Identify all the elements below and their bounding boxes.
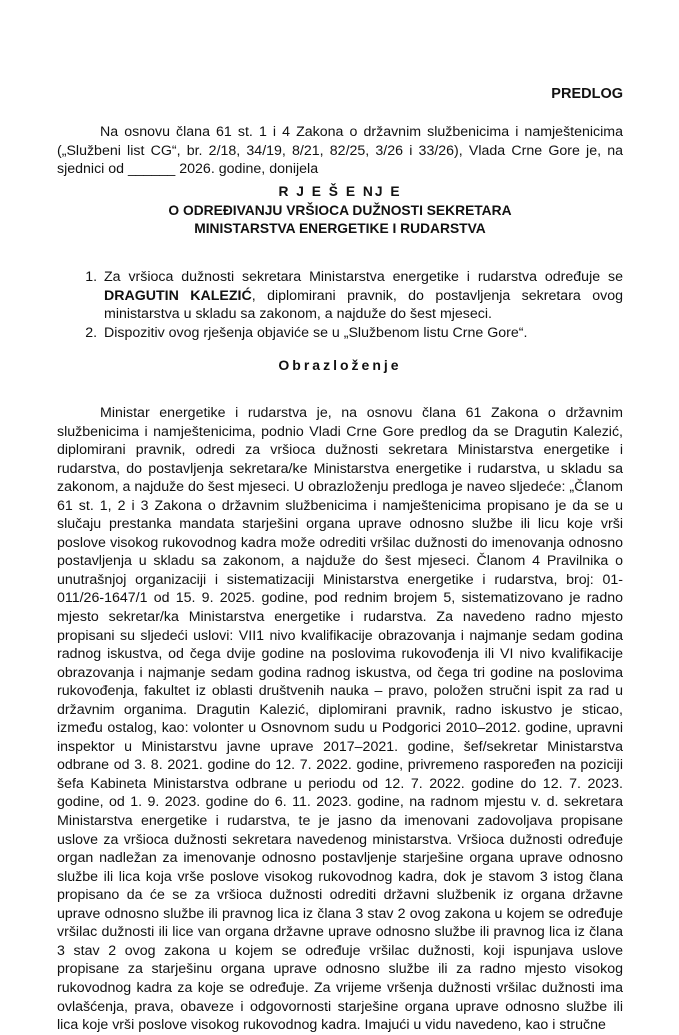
intro-paragraph: Na osnovu člana 61 st. 1 i 4 Zakona o državnim službenicima i namještenicima („Službeni list CG“, br. 2/18, 34/19, 8/21, 82/25, 3/26 i 33/26), Vlada Crne Gore je, na sjednici od ______ 2026. godine, donijela: [57, 124, 623, 178]
decision-title: [57, 183, 623, 239]
title-line-ministry: MINISTARSTVA ENERGETIKE I RUDARSTVA: [194, 221, 486, 236]
decision-items: [57, 268, 623, 342]
decision-item: 1. Za vršioca dužnosti sekretara Ministarstva energetike i rudarstva određuje se DRAGUTIN KALEZIĆ, diplomirani pravnik, do postavljenja sekretara ovog ministarstva u skladu sa zakonom, a najduže do šest mjeseci.: [101, 268, 623, 324]
explanation-body: Ministar energetike i rudarstva je, na osnovu člana 61 Zakona o državnim službenicima i namještenicima, podnio Vladi Crne Gore predlog da se Dragutin Kalezić, diplomirani pravnik, odredi za vršioca dužnosti sekretara Ministarstva energetike i rudarstva, do postavljenja sekretara/ke Ministarstva energetike i rudarstva, u skladu sa zakonom, a najduže do šest mjeseci. U obrazloženju predloga je naveo sljedeće: „Članom 61 st. 1, 2 i 3 Zakona o državnim službenicima i namještenicima propisano je da se u slučaju prestanka mandata starješini organa uprave odnosno službe ili licu koje vrši poslove visokog rukovodnog kadra može odrediti vršilac dužnosti do imenovanja odnosno postavljenja u skladu sa zakonom, a najduže do šest mjeseci. Članom 4 Pravilnika o unutrašnjoj organizaciji i sistematizaciji Ministarstva energetike i rudarstva, broj: 01-011/26-1647/1 od 15. 9. 2025. godine, pod rednim brojem 5, sistematizovano je radno mjesto sekretar/ka Ministarstva energetike i rudarstva. Za navedeno radno mjesto propisani su sljedeći uslovi: VII1 nivo kvalifikacije obrazovanja i najmanje sedam godina radnog iskustva, od čega dvije godine na poslovima rukovođenja ili VI nivo kvalifikacije obrazovanja i najmanje sedam godina radnog iskustva, od čega tri godine na poslovima rukovođenja, fakultet iz oblasti društvenih nauka – pravo, položen stručni ispit za rad u državnim organima. Dragutin Kalezić, diplomirani pravnik, radno iskustvo je sticao, između ostalog, kao: volonter u Osnovnom sudu u Podgorici 2010–2012. godine, upravni inspektor u Ministarstvu javne uprave 2017–2021. godine, šef/sekretar Ministarstva odbrane od 3. 8. 2021. godine do 12. 7. 2022. godine, privremeno raspoređen na poziciji šefa Kabineta Ministarstva odbrane u periodu od 12. 7. 2022. godine do 12. 7. 2023. godine, od 1. 9. 2023. godine do 6. 11. 2023. godine, na radnom mjestu v. d. sekretara Ministarstva energetike i rudarstva, te je jasno da imenovani zadovoljava propisane uslove za vršioca dužnosti sekretara navedenog ministarstva. Vršioca dužnosti određuje organ nadležan za imenovanje odnosno postavljenje starješine organa uprave odnosno službe ili lica koja vrše poslove visokog rukovodnog kadra, dok je stavom 3 istog člana propisano da će se za vršioca dužnosti odrediti državni službenik iz organa državne uprave odnosno službe ili pravnog lica iz člana 3 stav 2 ovog zakona u kojem se određuje vršilac dužnosti ili lice van organa državne uprave odnosno službe ili pravnog lica iz člana 3 stav 2 ovog zakona u kojem se određuje vršilac dužnosti, koji ispunjava uslove propisane za starješinu organa uprave odnosno službe ili za radno mjesto visokog rukovodnog kadra za koje se određuje. Za vrijeme vršenja dužnosti vršilac dužnosti ima ovlašćenja, prava, obaveze i odgovornosti starješine organa uprave odnosno službe ili lica koje vrši poslove visokog rukovodnog kadra. Imajući u vidu navedeno, kao i stručne: [57, 405, 623, 1034]
document-label: PREDLOG: [551, 86, 623, 102]
title-line-decision: R J E Š E NJ E: [278, 184, 402, 199]
explanation-heading: Obrazloženje: [278, 357, 402, 373]
decision-item: 2. Dispozitiv ovog rješenja objaviće se u „Službenom listu Crne Gore“.: [101, 324, 623, 343]
title-line-subject: O ODREĐIVANJU VRŠIOCA DUŽNOSTI SEKRETARA: [168, 202, 512, 218]
appointee-name: DRAGUTIN KALEZIĆ: [104, 287, 252, 304]
